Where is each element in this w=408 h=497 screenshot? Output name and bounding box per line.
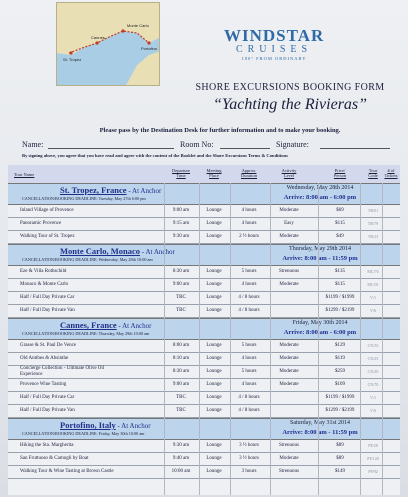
meeting-place: Lounge — [206, 234, 222, 239]
form-title: SHORE EXCURSIONS BOOKING FORM — [195, 82, 385, 93]
tour-name: Walking Tour & Wine Tasting at Brown Castle — [20, 469, 114, 474]
price: $149 — [335, 469, 345, 474]
tour-code: TR/79 — [367, 221, 379, 226]
price: $115 — [335, 221, 345, 226]
header-code: Tour Code — [368, 168, 378, 178]
tickets-field[interactable] — [384, 442, 396, 450]
activity-level: Strenuous — [279, 443, 299, 448]
departure-time: 9:00 am — [172, 208, 190, 213]
column-divider — [199, 183, 200, 495]
duration: 5 hours — [241, 369, 257, 374]
price: $115 — [335, 282, 345, 287]
activity-level: Strenuous — [279, 469, 299, 474]
tour-name: Grasse & St. Paul De Vence — [20, 343, 77, 348]
departure-time: TBC — [176, 295, 186, 300]
table-row — [8, 279, 400, 292]
port-section-header — [8, 418, 400, 440]
port-date: Wednesday, May 28th 2014 — [286, 185, 354, 191]
form-instruction: Please pass by the Destination Desk for further information and to make your booking. — [99, 127, 341, 134]
room-field[interactable] — [220, 148, 270, 149]
activity-level: Easy — [284, 221, 294, 226]
header-activity: Activity Level — [281, 168, 297, 178]
tour-code: V/6 — [370, 408, 376, 413]
meeting-place: Lounge — [206, 369, 222, 374]
tour-name: Old Antibes & Absinthe — [20, 356, 69, 361]
arrival-time: Arrive: 8:00 am - 6:00 pm — [283, 194, 357, 201]
duration: 2 ½ hours — [239, 234, 259, 239]
tour-name: Half / Full Day Private Car — [20, 395, 75, 400]
signature-label: Signature: — [276, 140, 309, 149]
tickets-field[interactable] — [384, 281, 396, 289]
price: $119 — [335, 356, 345, 361]
tour-code: CN/20 — [367, 369, 379, 374]
departure-time: 9:30 am — [172, 234, 190, 239]
tickets-field[interactable] — [384, 381, 396, 389]
meeting-place: Lounge — [206, 443, 222, 448]
form-subtitle: “Yachting the Rivieras” — [212, 96, 368, 113]
price: $1299 / $2199 — [325, 408, 355, 413]
departure-time: TBC — [176, 308, 186, 313]
tickets-field[interactable] — [384, 394, 396, 402]
duration: 4 hours — [241, 208, 257, 213]
tour-code: CN/25 — [367, 356, 379, 361]
route-map — [56, 2, 160, 86]
table-row — [8, 440, 400, 453]
tickets-field[interactable] — [384, 233, 396, 241]
duration: 4 / 8 hours — [238, 308, 260, 313]
meeting-place: Lounge — [206, 208, 222, 213]
departure-time: 8:30 am — [172, 369, 190, 374]
table-row — [8, 205, 400, 218]
duration: 5 hours — [241, 269, 257, 274]
price: $49 — [336, 234, 344, 239]
meeting-place: Lounge — [206, 408, 222, 413]
departure-time: 9:15 am — [172, 221, 190, 226]
map-label: Cannes — [91, 35, 105, 40]
activity-level: Moderate — [279, 282, 299, 287]
port-section-header — [8, 244, 400, 266]
port-date: Friday, May 30th 2014 — [292, 320, 348, 326]
arrival-time: Arrive: 8:00 am - 6:00 pm — [283, 329, 357, 336]
tour-name: Provence Wine Tasting — [20, 382, 67, 387]
tour-name: Walking Tour of St. Tropez — [20, 234, 75, 239]
agreement-text: By signing above, you agree that you have read and agree with the content of the Booklet and the Shore Excursions Terms & Conditions — [22, 153, 288, 158]
tour-code: PF/92 — [368, 469, 378, 474]
tickets-field[interactable] — [384, 455, 396, 463]
price: $109 — [335, 382, 345, 387]
tickets-field[interactable] — [384, 342, 396, 350]
tour-name: Eze & Villa Rothschild — [20, 269, 67, 274]
table-row — [8, 292, 400, 305]
departure-time: TBC — [176, 408, 186, 413]
port-name: Monte Carlo, Monaco - At Anchor — [60, 246, 175, 256]
tour-name: Half / Full Day Private Van — [20, 308, 75, 313]
tickets-field[interactable] — [384, 307, 396, 315]
tour-code: TR/23 — [367, 234, 379, 239]
map-label: Portofino — [141, 46, 158, 51]
activity-level: Moderate — [279, 356, 299, 361]
table-header — [8, 165, 400, 184]
tour-code: MC/01 — [367, 282, 379, 287]
activity-level: Strenuous — [279, 269, 299, 274]
cancellation-deadline: CANCELLATION/BOOKING DEADLINE: Thursday, May 29th 10:00 am — [22, 331, 150, 336]
port-date: Thursday, May 29th 2014 — [289, 246, 351, 252]
duration: 5 hours — [241, 343, 257, 348]
table-row — [8, 231, 400, 244]
table-row — [8, 453, 400, 466]
price: $1199 / $1999 — [325, 295, 355, 300]
activity-level: Moderate — [279, 456, 299, 461]
departure-time: 9:40 am — [172, 456, 190, 461]
departure-time: 9:00 am — [172, 282, 190, 287]
tour-code: V/1 — [370, 395, 376, 400]
logo-tagline: 180° FROM ORDINARY — [241, 56, 307, 61]
meeting-place: Lounge — [206, 269, 222, 274]
meeting-place: Lounge — [206, 382, 222, 387]
duration: 4 / 8 hours — [238, 295, 260, 300]
room-label: Room No: — [180, 140, 214, 149]
table-row — [8, 392, 400, 405]
arrival-time: Arrive: 8:00 am - 11:59 pm — [282, 255, 358, 262]
column-divider — [230, 183, 231, 495]
table-row — [8, 353, 400, 366]
table-row — [8, 305, 400, 318]
header-tickets: # of Tickets — [384, 168, 398, 178]
name-field[interactable] — [48, 148, 174, 149]
duration: 4 / 8 hours — [238, 408, 260, 413]
activity-level: Moderate — [279, 382, 299, 387]
map-label: Monte Carlo — [127, 23, 149, 28]
cancellation-deadline: CANCELLATION/BOOKING DEADLINE: Friday, May 30th 10:00 am — [22, 431, 145, 436]
map-label: St. Tropez — [63, 57, 82, 62]
price: $89 — [336, 456, 344, 461]
duration: 4 / 8 hours — [238, 395, 260, 400]
tickets-field[interactable] — [384, 220, 396, 228]
tour-code: PF/28 — [368, 443, 378, 448]
meeting-place: Lounge — [206, 282, 222, 287]
signature-field[interactable] — [320, 148, 390, 149]
tour-code: PF/120 — [367, 456, 379, 461]
tickets-field[interactable] — [384, 355, 396, 363]
tour-name: Panoramic Provence — [20, 221, 62, 226]
meeting-place: Lounge — [206, 395, 222, 400]
table-row — [8, 405, 400, 418]
departure-time: 10:00 am — [171, 469, 191, 474]
activity-level: Moderate — [279, 343, 299, 348]
port-name: Cannes, France - At Anchor — [60, 320, 152, 330]
header-meeting: Meeting Place — [206, 168, 222, 178]
tickets-field[interactable] — [384, 294, 396, 302]
price: $1199 / $1999 — [325, 395, 355, 400]
header-price: Price/ Person — [333, 168, 347, 178]
tour-name: Inland Village of Provence — [20, 208, 74, 213]
tour-code: TR/01 — [367, 208, 379, 213]
meeting-place: Lounge — [206, 469, 222, 474]
meeting-place: Lounge — [206, 295, 222, 300]
port-name: Portofino, Italy - At Anchor — [60, 420, 151, 430]
table-row — [8, 218, 400, 231]
departure-time: 8:00 am — [172, 343, 190, 348]
tour-code: CN/35 — [367, 343, 379, 348]
price: $1299 / $2199 — [325, 308, 355, 313]
tickets-field[interactable] — [384, 207, 396, 215]
tickets-field[interactable] — [384, 468, 396, 476]
meeting-place: Lounge — [206, 221, 222, 226]
port-section-header — [8, 318, 400, 340]
logo-brand: WINDSTAR — [224, 26, 325, 45]
price: $89 — [336, 443, 344, 448]
arrival-time: Arrive: 8:00 am - 11:59 pm — [282, 429, 358, 436]
price: $135 — [335, 269, 345, 274]
table-row — [8, 466, 400, 479]
header-departure: Departure Time — [172, 168, 190, 178]
excursions-table — [8, 165, 400, 495]
duration: 3 hours — [241, 469, 257, 474]
tickets-field[interactable] — [384, 268, 396, 276]
meeting-place: Lounge — [206, 456, 222, 461]
windstar-logo — [224, 28, 324, 62]
tour-code: MC/76 — [367, 269, 379, 274]
meeting-place: Lounge — [206, 356, 222, 361]
port-section-header — [8, 183, 400, 205]
duration: 3 ½ hours — [239, 456, 259, 461]
activity-level: Moderate — [279, 369, 299, 374]
tour-code: V/6 — [370, 308, 376, 313]
price: $259 — [335, 369, 345, 374]
departure-time: TBC — [176, 395, 186, 400]
tour-code: V/1 — [370, 295, 376, 300]
price: $69 — [336, 208, 344, 213]
departure-time: 8:30 am — [172, 269, 190, 274]
departure-time: 9:00 am — [172, 382, 190, 387]
column-divider — [360, 183, 361, 495]
table-row — [8, 266, 400, 279]
table-row — [8, 366, 400, 379]
tour-name: Concierge Collection - Ultimate Olive Oil Experience — [20, 366, 105, 377]
tour-name: San Fruttuoso & Camogli by Boat — [20, 456, 89, 461]
duration: 4 hours — [241, 356, 257, 361]
meeting-place: Lounge — [206, 343, 222, 348]
name-label: Name: — [22, 140, 44, 149]
table-row — [8, 340, 400, 353]
cancellation-deadline: CANCELLATION/BOOKING DEADLINE: Wednesday, May 28th 10:00 am — [22, 257, 153, 262]
duration: 4 hours — [241, 282, 257, 287]
column-divider — [164, 183, 165, 495]
header-duration: Approx. Duration — [241, 168, 257, 178]
table-row — [8, 379, 400, 392]
tour-name: Hiking the Sta. Margherita — [20, 443, 74, 448]
price: $129 — [335, 343, 345, 348]
departure-time: 8:10 am — [172, 356, 190, 361]
meeting-place: Lounge — [206, 308, 222, 313]
activity-level: Moderate — [279, 234, 299, 239]
port-date: Saturday, May 31st 2014 — [290, 420, 350, 426]
column-divider — [382, 183, 383, 495]
tickets-field[interactable] — [384, 407, 396, 415]
column-divider — [270, 183, 271, 495]
cancellation-deadline: CANCELLATION/BOOKING DEADLINE: Tuesday, May 27th 6:00 pm — [22, 196, 146, 201]
column-divider — [318, 183, 319, 495]
departure-time: 9:30 am — [172, 443, 190, 448]
duration: 4 hours — [241, 221, 257, 226]
tour-code: CN/70 — [367, 382, 379, 387]
tour-name: Half / Full Day Private Car — [20, 295, 75, 300]
header-tour-name: Tour Name — [14, 172, 35, 177]
activity-level: Moderate — [279, 208, 299, 213]
duration: 3 ½ hours — [239, 443, 259, 448]
tour-name: Half / Full Day Private Van — [20, 408, 75, 413]
tour-name: Monaco & Monte Carlo — [20, 282, 69, 287]
logo-sub: CRUISES — [235, 44, 313, 55]
duration: 4 hours — [241, 382, 257, 387]
tickets-field[interactable] — [384, 368, 396, 376]
port-name: St. Tropez, France - At Anchor — [60, 185, 162, 195]
